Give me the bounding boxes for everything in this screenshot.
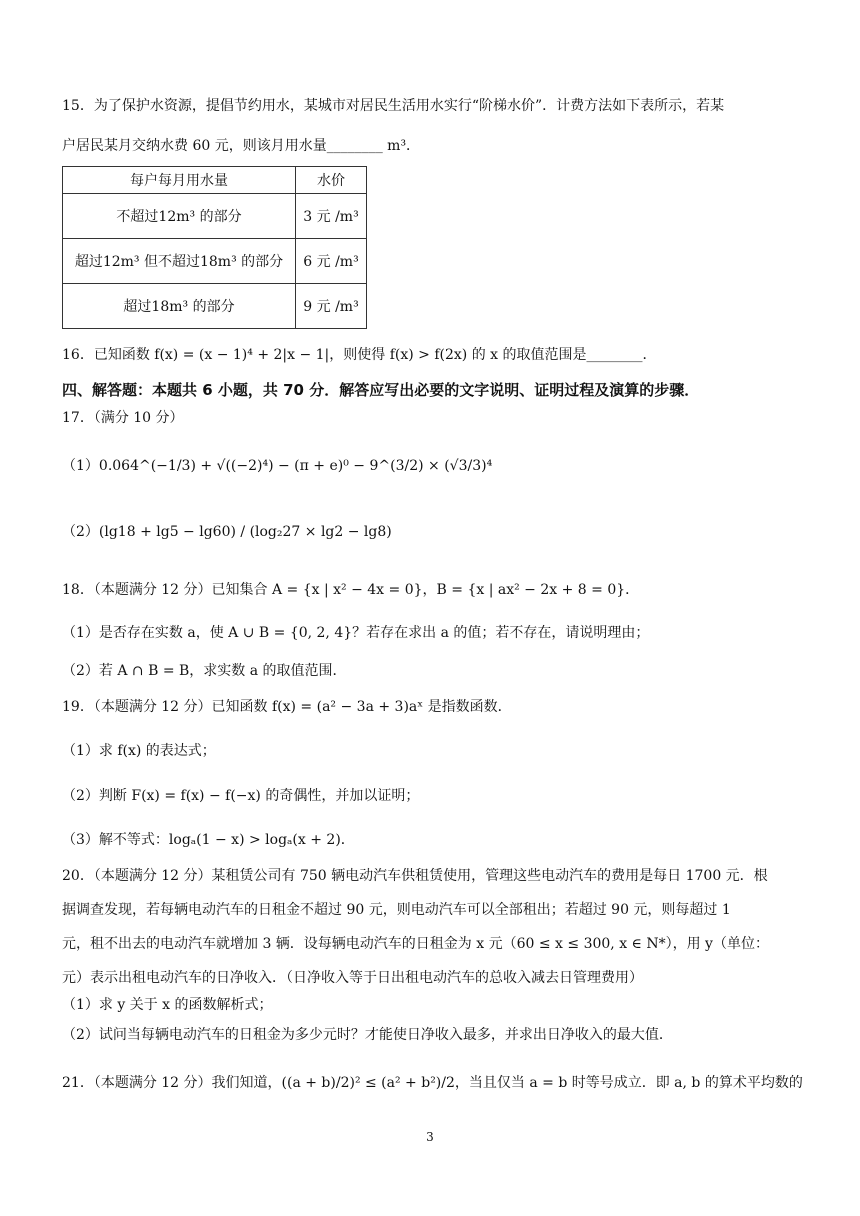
q20-part1: （1）求 y 关于 x 的函数解析式； [62,997,273,1013]
q18-part2: （2）若 A ∩ B = B，求实数 a 的取值范围． [62,663,347,679]
q17-part1: （1）0.064^(−1/3) + √((−2)⁴) − (π + e)⁰ − 9^(3/2) × (√3/3)⁴ [62,458,493,474]
q15-line1: 15．为了保护水资源，提倡节约用水，某城市对居民生活用水实行“阶梯水价”．计费方法如下表所示，若某 [62,98,725,114]
table-header-price: 水价 [296,167,367,194]
q17-part2: （2）(lg18 + lg5 − lg60) / (log₂27 × lg2 − lg8) [62,524,392,540]
q19-part3: （3）解不等式：logₐ(1 − x) > logₐ(x + 2)． [62,832,355,848]
table-cell: 3 元 /m³ [296,194,367,239]
table-header-usage: 每户每月用水量 [63,167,296,194]
q20-line3: 元，租不出去的电动汽车就增加 3 辆．设每辆电动汽车的日租金为 x 元（60 ≤ x ≤ 300, x ∈ N*），用 y（单位： [62,936,769,952]
q20-line2: 据调查发现，若每辆电动汽车的日租金不超过 90 元，则电动汽车可以全部租出；若超过 90 元，则每超过 1 [62,902,731,918]
section-4-heading: 四、解答题：本题共 6 小题，共 70 分．解答应写出必要的文字说明、证明过程及演算的步骤． [62,381,700,399]
table-cell: 6 元 /m³ [296,239,367,284]
q20-line1: 20．（本题满分 12 分）某租赁公司有 750 辆电动汽车供租赁使用，管理这些电动汽车的费用是每日 1700 元．根 [62,868,768,884]
q21: 21．（本题满分 12 分）我们知道，((a + b)/2)² ≤ (a² + b²)/2，当且仅当 a = b 时等号成立．即 a, b 的算术平均数的 [62,1075,803,1091]
q16: 16．已知函数 f(x) = (x − 1)⁴ + 2|x − 1|，则使得 f(x) > f(2x) 的 x 的取值范围是________． [62,347,657,363]
q19-part1: （1）求 f(x) 的表达式； [62,743,216,759]
q17-title: 17．（满分 10 分） [62,410,184,426]
q18-title: 18．（本题满分 12 分）已知集合 A = {x | x² − 4x = 0}，B = {x | ax² − 2x + 8 = 0}． [62,582,640,598]
table-cell: 9 元 /m³ [296,284,367,329]
table-cell: 超过12m³ 但不超过18m³ 的部分 [63,239,296,284]
water-price-table [62,166,367,329]
q20-line4: 元）表示出租电动汽车的日净收入．（日净收入等于日出租电动汽车的总收入减去日管理费用） [62,970,643,986]
table-cell: 超过18m³ 的部分 [63,284,296,329]
q20-part2: （2）试问当每辆电动汽车的日租金为多少元时？才能使日净收入最多，并求出日净收入的最大值． [62,1027,673,1043]
table-row [63,239,367,284]
table-cell: 不超过12m³ 的部分 [63,194,296,239]
table-row [63,284,367,329]
page-number: 3 [426,1130,434,1144]
q18-part1: （1）是否存在实数 a，使 A ∪ B = {0, 2, 4}？若存在求出 a 的值；若不存在，请说明理由； [62,625,650,641]
table-row [63,194,367,239]
table-header-row [63,167,367,194]
q15-line2: 户居民某月交纳水费 60 元，则该月用水量________ m³． [62,138,421,154]
q19-title: 19．（本题满分 12 分）已知函数 f(x) = (a² − 3a + 3)aˣ 是指数函数． [62,699,512,715]
q19-part2: （2）判断 F(x) = f(x) − f(−x) 的奇偶性，并加以证明； [62,788,420,804]
